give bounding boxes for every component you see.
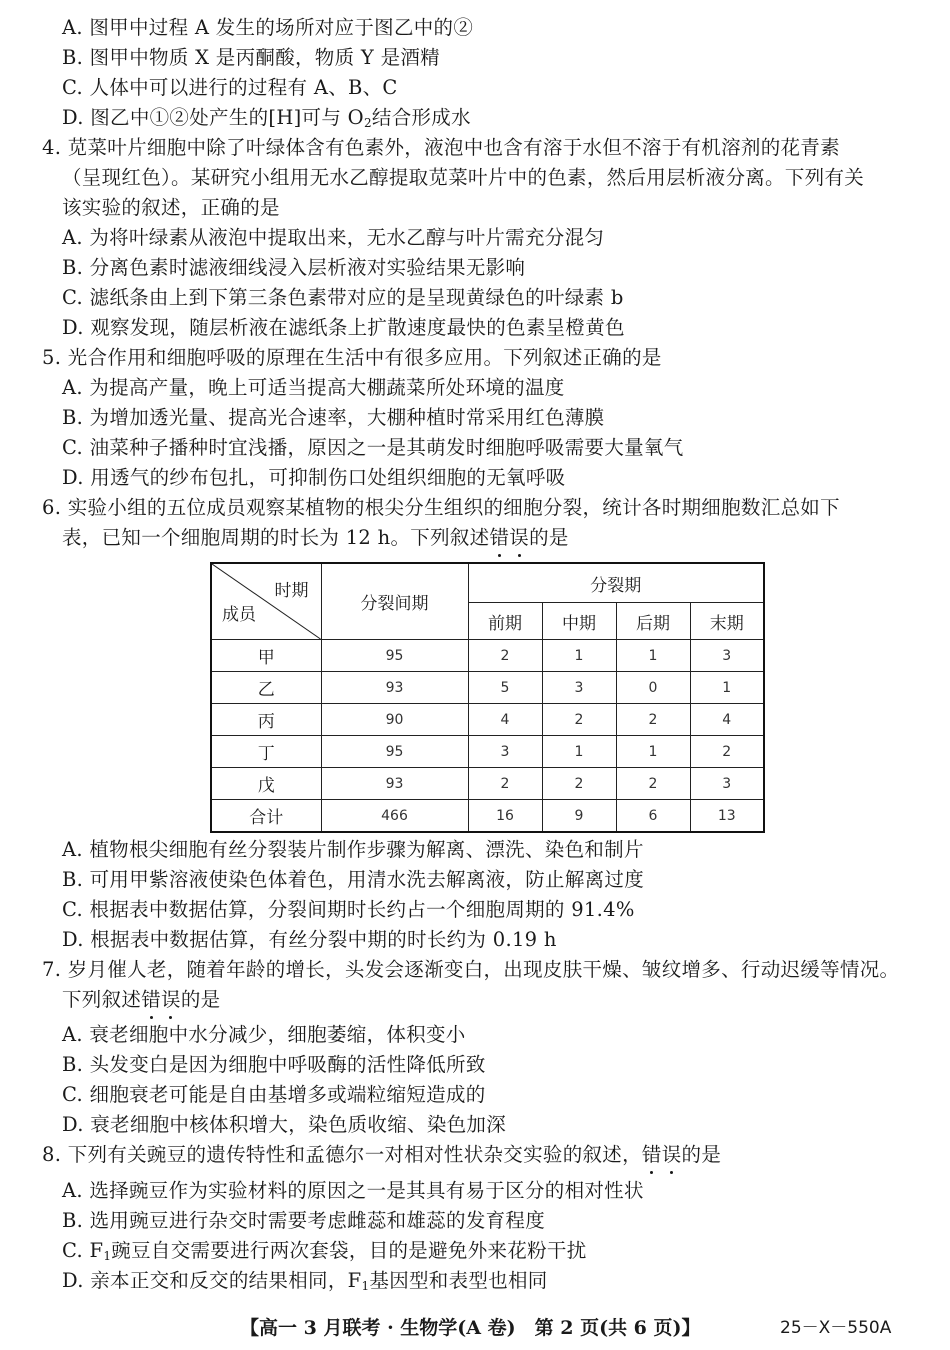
- member-name-cell: 戊: [211, 768, 321, 800]
- q7-option-c: C. 细胞衰老可能是自由基增多或端粒缩短造成的: [62, 1083, 486, 1106]
- count-cell: 93: [321, 768, 468, 800]
- diagonal-header-cell: [211, 563, 321, 640]
- q4-option-b: B. 分离色素时滤液细线浸入层析液对实验结果无影响: [62, 256, 526, 279]
- table-row: [211, 672, 764, 704]
- q7-stem-line-2: 下列叙述错误的是: [62, 985, 220, 1015]
- q6-option-d: D. 根据表中数据估算，有丝分裂中期的时长约为 0.19 h: [62, 928, 557, 951]
- count-cell: 6: [616, 800, 690, 833]
- q4-option-c: C. 滤纸条由上到下第三条色素带对应的是呈现黄绿色的叶绿素 b: [62, 286, 624, 309]
- count-cell: 1: [616, 640, 690, 672]
- count-cell: 2: [542, 704, 616, 736]
- table-row: [211, 704, 764, 736]
- header-mitosis: 分裂期: [468, 563, 764, 603]
- footer-code: 25－X－550A: [780, 1318, 892, 1338]
- q7-option-a: A. 衰老细胞中水分减少，细胞萎缩，体积变小: [62, 1023, 466, 1046]
- count-cell: 466: [321, 800, 468, 833]
- header-telophase: 末期: [690, 603, 764, 640]
- q3-option-d: D. 图乙中①②处产生的[H]可与 $O_2$结合形成水: [62, 106, 471, 130]
- count-cell: 2: [468, 768, 542, 800]
- q8-option-c: C. $F_1$豌豆自交需要进行两次套袋，目的是避免外来花粉干扰: [62, 1239, 587, 1263]
- count-cell: 2: [468, 640, 542, 672]
- q3-option-b: B. 图甲中物质 X 是丙酮酸，物质 Y 是酒精: [62, 46, 440, 69]
- q4-stem-line-2: （呈现红色）。某研究小组用无水乙醇提取苋菜叶片中的色素，然后用层析液分离。下列有关: [62, 166, 865, 189]
- q4-option-d: D. 观察发现，随层析液在滤纸条上扩散速度最快的色素呈橙黄色: [62, 316, 625, 339]
- table-row: [211, 640, 764, 672]
- q6-stem-line-2: 表，已知一个细胞周期的时长为 12 h。下列叙述错误的是: [62, 523, 569, 553]
- q7-stem-line-1: 7. 岁月催人老，随着年龄的增长，头发会逐渐变白，出现皮肤干燥、皱纹增多、行动迟缓等情况。: [42, 958, 900, 981]
- count-cell: 16: [468, 800, 542, 833]
- q6-option-c: C. 根据表中数据估算，分裂间期时长约占一个细胞周期的 91.4%: [62, 898, 635, 921]
- header-period-label: 时期: [274, 581, 309, 601]
- count-cell: 9: [542, 800, 616, 833]
- table-row: [211, 800, 764, 833]
- q5-option-d: D. 用透气的纱布包扎，可抑制伤口处组织细胞的无氧呼吸: [62, 466, 566, 489]
- count-cell: 1: [690, 672, 764, 704]
- q5-option-a: A. 为提高产量，晚上可适当提高大棚蔬菜所处环境的温度: [62, 376, 565, 399]
- header-prophase: 前期: [468, 603, 542, 640]
- q5-stem: 5. 光合作用和细胞呼吸的原理在生活中有很多应用。下列叙述正确的是: [42, 346, 662, 369]
- header-interphase: 分裂间期: [321, 563, 468, 640]
- q4-stem-line-1: 4. 苋菜叶片细胞中除了叶绿体含有色素外，液泡中也含有溶于水但不溶于有机溶剂的花青素: [42, 136, 840, 159]
- q8-option-b: B. 选用豌豆进行杂交时需要考虑雌蕊和雄蕊的发育程度: [62, 1209, 546, 1232]
- count-cell: 3: [690, 768, 764, 800]
- count-cell: 3: [468, 736, 542, 768]
- q3-option-c: C. 人体中可以进行的过程有 A、B、C: [62, 76, 398, 99]
- count-cell: 90: [321, 704, 468, 736]
- q6-stem-line-1: 6. 实验小组的五位成员观察某植物的根尖分生组织的细胞分裂，统计各时期细胞数汇总如下: [42, 496, 840, 519]
- count-cell: 3: [690, 640, 764, 672]
- q4-option-a: A. 为将叶绿素从液泡中提取出来，无水乙醇与叶片需充分混匀: [62, 226, 605, 249]
- count-cell: 2: [542, 768, 616, 800]
- q7-option-d: D. 衰老细胞中核体积增大，染色质收缩、染色加深: [62, 1113, 507, 1136]
- member-name-cell: 乙: [211, 672, 321, 704]
- q8-option-a: A. 选择豌豆作为实验材料的原因之一是其具有易于区分的相对性状: [62, 1179, 644, 1202]
- q7-option-b: B. 头发变白是因为细胞中呼吸酶的活性降低所致: [62, 1053, 486, 1076]
- header-metaphase: 中期: [542, 603, 616, 640]
- q6-option-a: A. 植物根尖细胞有丝分裂装片制作步骤为解离、漂洗、染色和制片: [62, 838, 644, 861]
- table-row: [211, 768, 764, 800]
- count-cell: 2: [690, 736, 764, 768]
- count-cell: 1: [542, 736, 616, 768]
- member-name-cell: 丙: [211, 704, 321, 736]
- count-cell: 3: [542, 672, 616, 704]
- count-cell: 95: [321, 640, 468, 672]
- count-cell: 4: [468, 704, 542, 736]
- header-anaphase: 后期: [616, 603, 690, 640]
- table-row: [211, 736, 764, 768]
- count-cell: 95: [321, 736, 468, 768]
- q8-stem: 8. 下列有关豌豆的遗传特性和孟德尔一对相对性状杂交实验的叙述，错误的是: [42, 1140, 721, 1170]
- q6-option-b: B. 可用甲紫溶液使染色体着色，用清水洗去解离液，防止解离过度: [62, 868, 645, 891]
- count-cell: 4: [690, 704, 764, 736]
- count-cell: 0: [616, 672, 690, 704]
- q5-option-c: C. 油菜种子播种时宜浅播，原因之一是其萌发时细胞呼吸需要大量氧气: [62, 436, 684, 459]
- count-cell: 1: [616, 736, 690, 768]
- member-name-cell: 甲: [211, 640, 321, 672]
- cell-count-table: [210, 562, 765, 833]
- header-member-label: 成员: [222, 605, 256, 625]
- member-name-cell: 合计: [211, 800, 321, 833]
- member-name-cell: 丁: [211, 736, 321, 768]
- footer-title: 【高一 3 月联考 · 生物学(A 卷) 第 2 页(共 6 页)】: [240, 1317, 701, 1339]
- count-cell: 2: [616, 768, 690, 800]
- count-cell: 93: [321, 672, 468, 704]
- count-cell: 1: [542, 640, 616, 672]
- q5-option-b: B. 为增加透光量、提高光合速率，大棚种植时常采用红色薄膜: [62, 406, 605, 429]
- count-cell: 5: [468, 672, 542, 704]
- count-cell: 13: [690, 800, 764, 833]
- q3-option-a: A. 图甲中过程 A 发生的场所对应于图乙中的②: [62, 16, 474, 39]
- count-cell: 2: [616, 704, 690, 736]
- q8-option-d: D. 亲本正交和反交的结果相同，$F_1$基因型和表型也相同: [62, 1269, 548, 1293]
- q4-stem-line-3: 该实验的叙述，正确的是: [62, 196, 280, 219]
